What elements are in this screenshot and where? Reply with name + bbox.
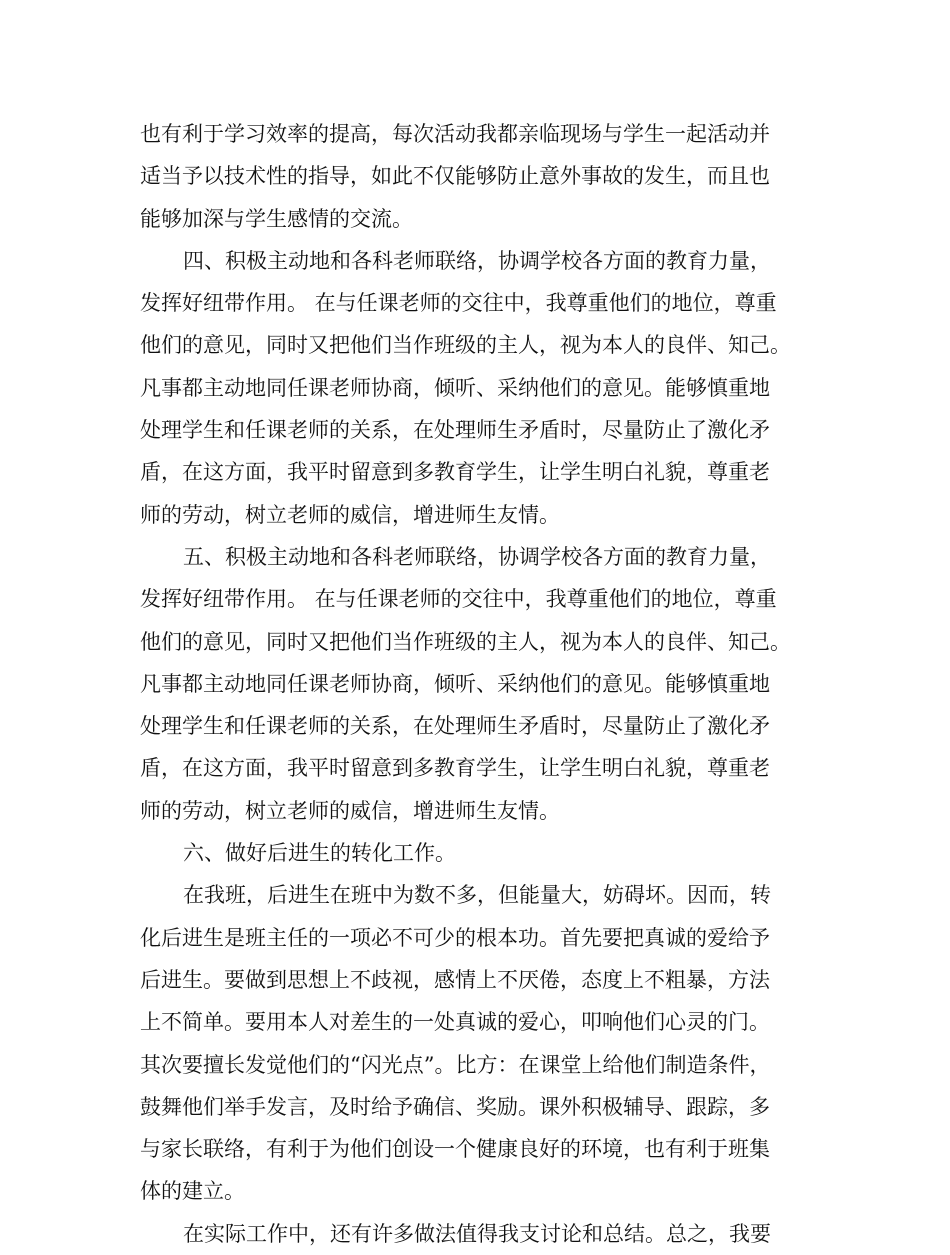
text-line: 凡事都主动地同任课老师协商，倾听、采纳他们的意见。能够慎重地 — [140, 375, 770, 400]
text-line: 后进生。要做到思想上不歧视，感情上不厌倦，态度上不粗暴，方法 — [140, 967, 770, 992]
text-line: 师的劳动，树立老师的威信，增进师生友情。 — [140, 502, 560, 527]
text-line: 五、积极主动地和各科老师联络，协调学校各方面的教育力量， — [183, 544, 771, 569]
text-line: 体的建立。 — [140, 1179, 245, 1204]
text-line: 他们的意见，同时又把他们当作班级的主人，视为本人的良伴、知己。 — [140, 333, 791, 358]
text-line: 也有利于学习效率的提高，每次活动我都亲临现场与学生一起活动并 — [140, 122, 770, 146]
text-line: 发挥好纽带作用。 在与任课老师的交往中，我尊重他们的地位，尊重 — [140, 587, 777, 612]
text-line: 上不简单。要用本人对差生的一处真诚的爱心，叩响他们心灵的门。 — [140, 1010, 770, 1035]
text-line: 其次要擅长发觉他们的“闪光点”。比方：在课堂上给他们制造条件， — [140, 1052, 771, 1077]
text-line: 四、积极主动地和各科老师联络，协调学校各方面的教育力量， — [183, 248, 771, 273]
text-line: 六、做好后进生的转化工作。 — [183, 841, 456, 866]
text-line: 能够加深与学生感情的交流。 — [140, 206, 413, 231]
text-line: 盾，在这方面，我平时留意到多教育学生，让学生明白礼貌，尊重老 — [140, 756, 770, 781]
text-line: 与家长联络，有利于为他们创设一个健康良好的环境，也有利于班集 — [140, 1137, 770, 1162]
text-line: 凡事都主动地同任课老师协商，倾听、采纳他们的意见。能够慎重地 — [140, 671, 770, 696]
text-line: 化后进生是班主任的一项必不可少的根本功。首先要把真诚的爱给予 — [140, 925, 770, 950]
text-line: 在我班，后进生在班中为数不多，但能量大，妨碍坏。因而，转 — [183, 883, 771, 908]
text-line: 在实际工作中，还有许多做法值得我支讨论和总结。总之，我要 — [183, 1221, 771, 1246]
document-body — [140, 113, 830, 1255]
text-line: 师的劳动，树立老师的威信，增进师生友情。 — [140, 798, 560, 823]
text-line: 处理学生和任课老师的关系，在处理师生矛盾时，尽量防止了激化矛 — [140, 714, 770, 739]
text-line: 适当予以技术性的指导，如此不仅能够防止意外事故的发生，而且也 — [140, 164, 770, 189]
text-line: 发挥好纽带作用。 在与任课老师的交往中，我尊重他们的地位，尊重 — [140, 291, 777, 316]
text-line: 鼓舞他们举手发言，及时给予确信、奖励。课外积极辅导、跟踪，多 — [140, 1094, 770, 1119]
text-line: 处理学生和任课老师的关系，在处理师生矛盾时，尽量防止了激化矛 — [140, 418, 770, 443]
text-line: 盾，在这方面，我平时留意到多教育学生，让学生明白礼貌，尊重老 — [140, 460, 770, 485]
text-line: 他们的意见，同时又把他们当作班级的主人，视为本人的良伴、知己。 — [140, 629, 791, 654]
